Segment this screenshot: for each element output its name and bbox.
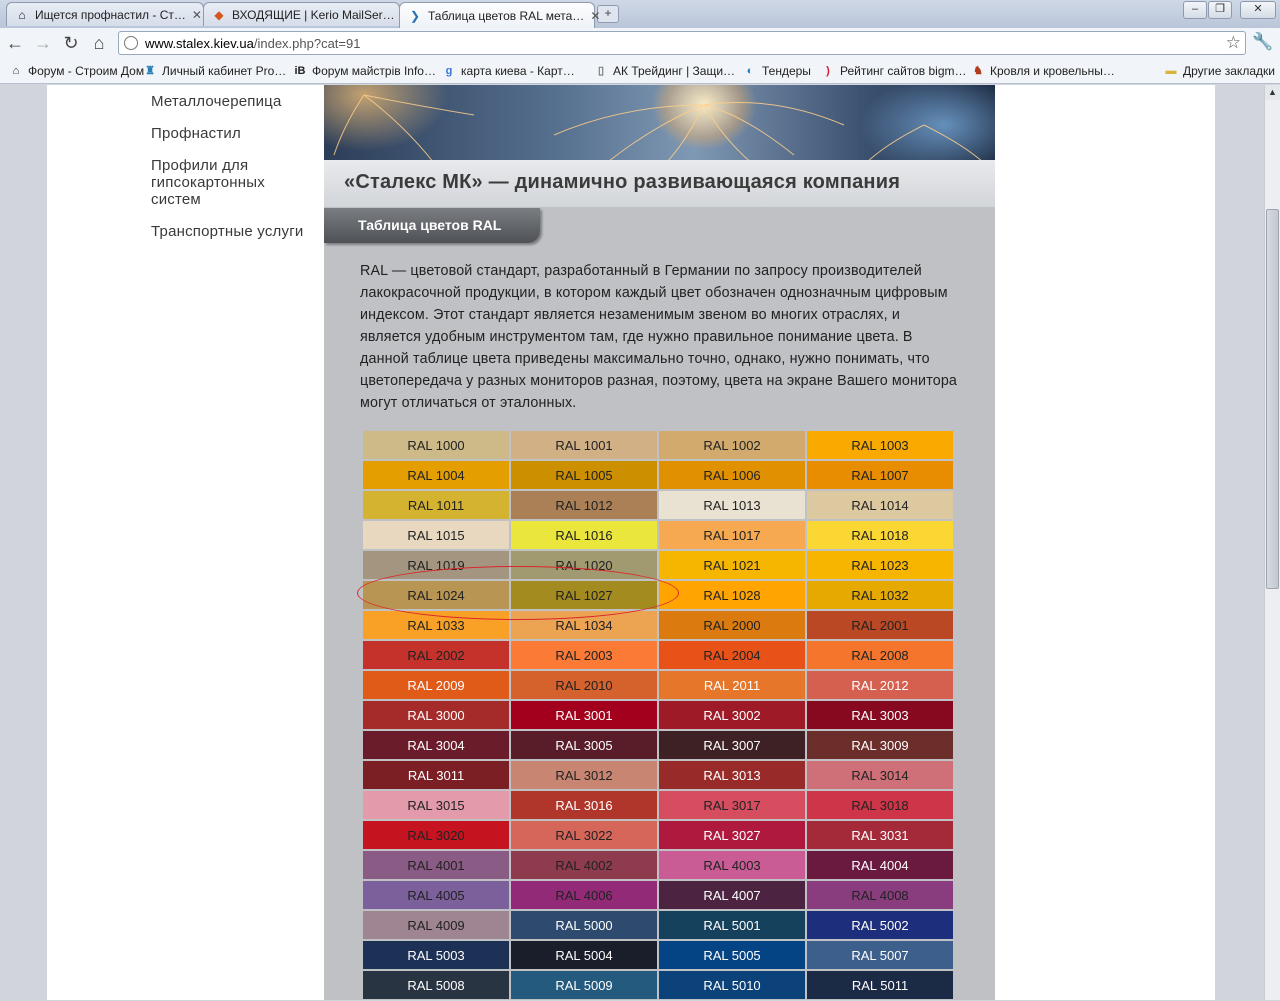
ral-row: [363, 821, 953, 849]
sparks-decoration: [324, 85, 995, 165]
vertical-scrollbar[interactable]: [1264, 85, 1280, 1000]
tab-1[interactable]: [6, 2, 204, 26]
bookmark-label: карта киева - Карт…: [461, 64, 575, 78]
sidebar-item-metal-tile[interactable]: Металлочерепица: [151, 93, 282, 110]
bookmark-label: Кровля и кровельны…: [990, 64, 1115, 78]
ral-color-swatch: RAL 3012: [511, 761, 657, 789]
ral-row: [363, 461, 953, 489]
ral-row: [363, 911, 953, 939]
tenders-icon: ◐: [746, 65, 754, 77]
bookmark-label: Форум майстрів Info…: [312, 64, 436, 78]
ral-row: [363, 611, 953, 639]
ral-color-swatch: RAL 1001: [511, 431, 657, 459]
ral-color-swatch: RAL 5009: [511, 971, 657, 999]
bookmark-label: Личный кабинет Pro…: [162, 64, 287, 78]
ral-color-swatch: RAL 5002: [807, 911, 953, 939]
close-icon[interactable]: ✕: [590, 8, 601, 23]
banner-title: «Сталекс МК» — динамично развивающаяся компания: [344, 171, 901, 193]
url-text: www.stalex.kiev.ua/index.php?cat=91: [145, 36, 361, 51]
ral-row: [363, 941, 953, 969]
home-icon[interactable]: ⌂: [93, 33, 105, 53]
sidebar-item-transport[interactable]: Транспортные услуги: [151, 223, 304, 240]
bookmark-label: Тендеры: [762, 64, 811, 78]
ral-color-swatch: RAL 3015: [363, 791, 509, 819]
minimize-button[interactable]: –: [1183, 1, 1207, 19]
ral-color-swatch: RAL 3005: [511, 731, 657, 759]
ral-color-swatch: RAL 3003: [807, 701, 953, 729]
ib-icon: iB: [294, 65, 306, 77]
ral-color-swatch: RAL 4004: [807, 851, 953, 879]
ral-color-swatch: RAL 3014: [807, 761, 953, 789]
ral-color-swatch: RAL 3000: [363, 701, 509, 729]
ral-color-swatch: RAL 4003: [659, 851, 805, 879]
bigmir-icon: ): [826, 65, 830, 77]
google-icon: g: [445, 65, 453, 77]
ral-color-swatch: RAL 3013: [659, 761, 805, 789]
ral-color-swatch: RAL 2001: [807, 611, 953, 639]
sidebar-item-profnastil[interactable]: Профнастил: [151, 125, 241, 142]
ral-color-swatch: RAL 1032: [807, 581, 953, 609]
back-arrow-icon[interactable]: ←: [6, 33, 24, 53]
ral-color-swatch: RAL 5007: [807, 941, 953, 969]
ral-color-swatch: RAL 3011: [363, 761, 509, 789]
ral-color-swatch: RAL 5000: [511, 911, 657, 939]
other-bookmarks[interactable]: [1163, 62, 1275, 80]
ral-color-swatch: RAL 1018: [807, 521, 953, 549]
ral-color-swatch: RAL 4009: [363, 911, 509, 939]
ral-color-swatch: RAL 3009: [807, 731, 953, 759]
ral-color-swatch: RAL 1013: [659, 491, 805, 519]
bookmark-item[interactable]: [142, 62, 286, 80]
new-tab-button[interactable]: +: [597, 5, 619, 23]
banner-image: [324, 85, 995, 207]
ral-color-swatch: RAL 5001: [659, 911, 805, 939]
other-bookmarks-label: Другие закладки: [1183, 64, 1275, 78]
tab-bar: [0, 0, 1280, 28]
bookmark-star-icon[interactable]: ☆: [1225, 33, 1241, 52]
bookmark-item[interactable]: [8, 62, 144, 80]
ral-color-swatch: RAL 2012: [807, 671, 953, 699]
bookmark-label: АК Трейдинг | Защи…: [613, 64, 736, 78]
ral-color-swatch: RAL 3002: [659, 701, 805, 729]
intro-paragraph: RAL — цветовой стандарт, разработанный в Германии по запросу производителей лакокрасочной продукции, в котором каждый цвет обозначен однозначным цифровым индексом. Этот стандарт является незаменимым звеном во многих отраслях, и является удобным инструментом там, где нужно правильное понимание цвета. В данной таблице цвета приведены максимально точно, однако, нужно понимать, что цветопередача у разных мониторов разная, поэтому, цвета на экране Вашего монитора могут отличаться от эталонных.: [360, 263, 958, 411]
bookmark-item[interactable]: [292, 62, 436, 80]
ral-color-swatch: RAL 1014: [807, 491, 953, 519]
ral-color-swatch: RAL 1017: [659, 521, 805, 549]
tab-2[interactable]: [203, 2, 400, 26]
bookmark-item[interactable]: [593, 62, 735, 80]
ral-color-swatch: RAL 2008: [807, 641, 953, 669]
ral-color-swatch: RAL 1019: [363, 551, 509, 579]
ral-color-swatch: RAL 4007: [659, 881, 805, 909]
tab-3-active[interactable]: [399, 2, 601, 28]
home-icon: ⌂: [12, 65, 20, 77]
ral-color-swatch: RAL 1006: [659, 461, 805, 489]
folder-icon: ▬: [1165, 65, 1177, 77]
globe-icon: [124, 36, 138, 50]
ral-color-swatch: RAL 3027: [659, 821, 805, 849]
section-title: Таблица цветов RAL: [358, 217, 502, 233]
ral-color-swatch: RAL 2004: [659, 641, 805, 669]
stalex-site-icon: ❯: [409, 8, 421, 23]
address-bar[interactable]: [118, 31, 1246, 55]
bookmark-item[interactable]: [820, 62, 967, 80]
bookmark-label: Рейтинг сайтов bigm…: [840, 64, 967, 78]
tab-title: ВХОДЯЩИЕ | Kerio MailSer…: [232, 7, 395, 22]
ral-color-swatch: RAL 2009: [363, 671, 509, 699]
ral-color-swatch: RAL 1002: [659, 431, 805, 459]
ral-color-swatch: RAL 5011: [807, 971, 953, 999]
ral-color-swatch: RAL 3018: [807, 791, 953, 819]
ral-color-swatch: RAL 4008: [807, 881, 953, 909]
kerio-mail-icon: ◆: [214, 7, 224, 22]
close-icon[interactable]: ✕: [191, 7, 202, 22]
bookmark-label: Форум - Строим Дом: [28, 64, 145, 78]
ral-row: [363, 881, 953, 909]
ral-row: [363, 521, 953, 549]
ral-color-swatch: RAL 1027: [511, 581, 657, 609]
ral-color-swatch: RAL 1016: [511, 521, 657, 549]
ral-color-swatch: RAL 1012: [511, 491, 657, 519]
sidebar-item-drywall-profiles[interactable]: Профили для гипсокартонных систем: [151, 157, 265, 208]
ral-color-swatch: RAL 4002: [511, 851, 657, 879]
maximize-button[interactable]: ❐: [1208, 1, 1232, 19]
page-icon: ▯: [597, 65, 605, 77]
ral-color-swatch: RAL 3001: [511, 701, 657, 729]
forward-arrow-icon[interactable]: →: [34, 33, 52, 53]
scroll-up-arrow-icon[interactable]: ▲: [1265, 85, 1280, 100]
main-content: [324, 85, 995, 1000]
ral-color-swatch: RAL 1007: [807, 461, 953, 489]
ral-color-swatch: RAL 5004: [511, 941, 657, 969]
ral-color-swatch: RAL 1024: [363, 581, 509, 609]
reload-icon[interactable]: ↻: [63, 33, 79, 53]
ral-color-swatch: RAL 1020: [511, 551, 657, 579]
ral-color-swatch: RAL 1028: [659, 581, 805, 609]
wrench-menu-icon[interactable]: 🔧: [1252, 32, 1274, 51]
home-icon: ⌂: [18, 7, 26, 22]
ral-color-swatch: RAL 1004: [363, 461, 509, 489]
ral-color-swatch: RAL 3016: [511, 791, 657, 819]
ral-row: [363, 641, 953, 669]
ral-color-swatch: RAL 3020: [363, 821, 509, 849]
ral-color-swatch: RAL 1015: [363, 521, 509, 549]
bookmark-item[interactable]: [742, 62, 811, 80]
bookmark-item[interactable]: [970, 62, 1115, 80]
ral-color-swatch: RAL 3017: [659, 791, 805, 819]
ral-color-swatch: RAL 2000: [659, 611, 805, 639]
ral-color-swatch: RAL 4001: [363, 851, 509, 879]
ral-row: [363, 731, 953, 759]
ral-row: [363, 581, 953, 609]
page-viewport: [0, 85, 1264, 1000]
ral-color-swatch: RAL 5008: [363, 971, 509, 999]
ral-color-swatch: RAL 2003: [511, 641, 657, 669]
sidebar-menu: [151, 93, 311, 255]
ral-row: [363, 431, 953, 459]
ral-color-swatch: RAL 1033: [363, 611, 509, 639]
browser-toolbar: [0, 28, 1280, 58]
ral-color-swatch: RAL 1034: [511, 611, 657, 639]
ral-color-swatch: RAL 1003: [807, 431, 953, 459]
ral-color-swatch: RAL 5003: [363, 941, 509, 969]
ral-color-swatch: RAL 4005: [363, 881, 509, 909]
tab-title: Таблица цветов RAL мета…: [428, 8, 585, 23]
ral-color-swatch: RAL 2010: [511, 671, 657, 699]
bookmarks-bar: [0, 58, 1280, 84]
ral-color-swatch: RAL 3007: [659, 731, 805, 759]
bank-icon: ♜: [145, 65, 155, 77]
ral-color-table: [361, 429, 955, 1001]
bookmark-item[interactable]: [441, 62, 575, 80]
section-header-tab: [324, 208, 540, 243]
ral-color-swatch: RAL 3004: [363, 731, 509, 759]
roofing-site-icon: ♞: [973, 65, 983, 77]
ral-color-swatch: RAL 2011: [659, 671, 805, 699]
ral-color-swatch: RAL 1011: [363, 491, 509, 519]
close-window-button[interactable]: ✕: [1240, 1, 1276, 19]
ral-row: [363, 851, 953, 879]
ral-color-swatch: RAL 3022: [511, 821, 657, 849]
ral-row: [363, 761, 953, 789]
ral-row: [363, 701, 953, 729]
ral-color-swatch: RAL 4006: [511, 881, 657, 909]
ral-row: [363, 551, 953, 579]
ral-color-swatch: RAL 1005: [511, 461, 657, 489]
ral-color-swatch: RAL 1023: [807, 551, 953, 579]
tab-title: Ищется профнастил - Ст…: [35, 7, 186, 22]
ral-color-swatch: RAL 3031: [807, 821, 953, 849]
scroll-thumb[interactable]: [1266, 209, 1279, 589]
ral-color-swatch: RAL 1000: [363, 431, 509, 459]
ral-row: [363, 671, 953, 699]
ral-color-swatch: RAL 1021: [659, 551, 805, 579]
ral-color-swatch: RAL 2002: [363, 641, 509, 669]
ral-color-swatch: RAL 5010: [659, 971, 805, 999]
ral-color-swatch: RAL 5005: [659, 941, 805, 969]
ral-row: [363, 491, 953, 519]
ral-row: [363, 791, 953, 819]
ral-row: [363, 971, 953, 999]
